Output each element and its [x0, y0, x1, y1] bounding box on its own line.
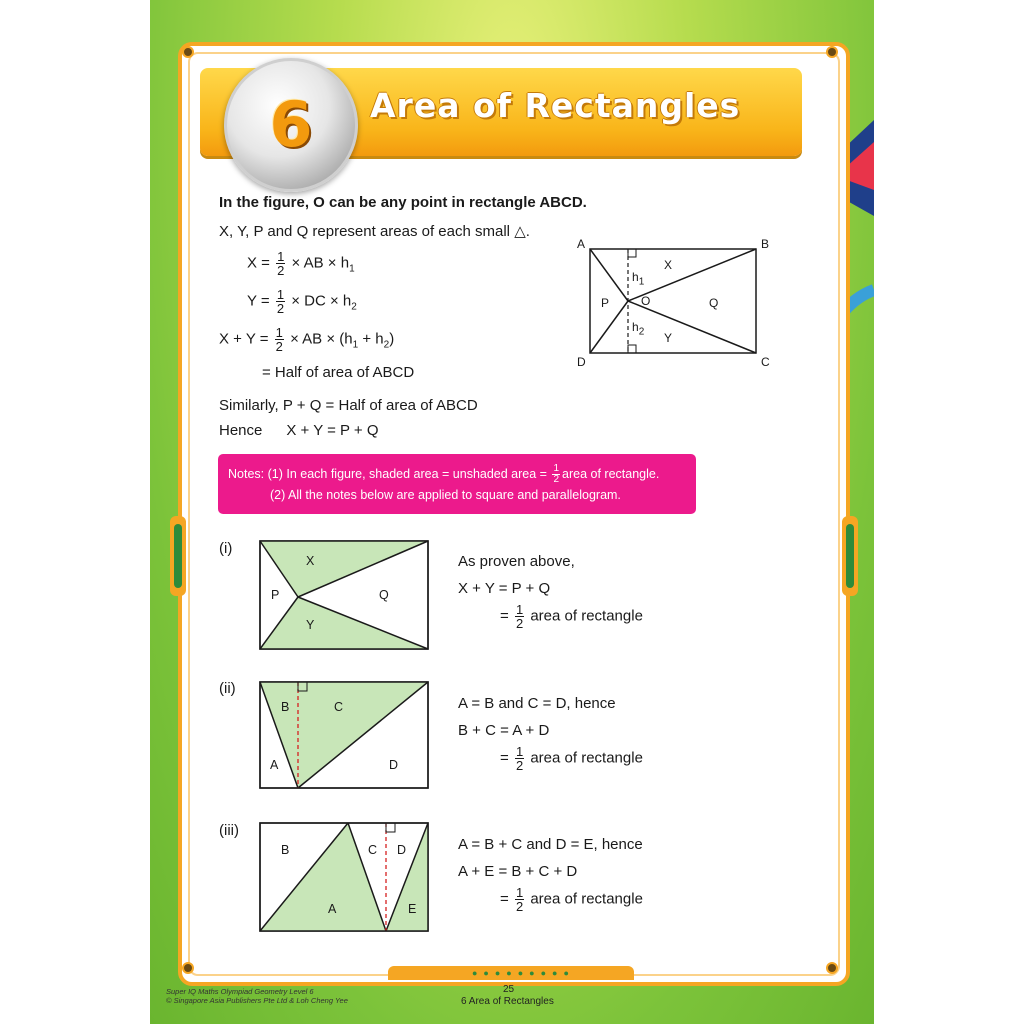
page-number: 25 — [503, 984, 515, 995]
region-x-label: X — [664, 258, 673, 272]
eq-x-rhs: × AB × h — [291, 254, 350, 272]
equation-y: Y = $\frac{1}{2}$ × DC × $h_2$ — [247, 287, 357, 316]
region-label: C — [368, 843, 378, 857]
region-label: A — [328, 902, 337, 916]
example-label: (iii) — [219, 822, 239, 839]
example-text-line-1: A = B and C = D, hence — [458, 695, 616, 712]
example-text-line-2: X + Y = P + Q — [458, 580, 551, 597]
example-text-line-3: = $\frac{1}{2}$ area of rectangle — [500, 602, 643, 631]
equation-x: X = $\frac{1}{2}$ × AB × $h_1$ — [247, 249, 355, 278]
eq-y-rhs: × DC × h — [291, 292, 352, 310]
footer-dots: ●●●●●●●●● — [472, 968, 575, 978]
region-label: P — [271, 588, 280, 602]
region-q-label: Q — [709, 296, 719, 310]
footer-chapter-ref: 6 Area of Rectangles — [461, 996, 554, 1007]
eq-y-lhs: Y = — [247, 292, 270, 310]
region-label: C — [334, 700, 344, 714]
corner-dot — [826, 962, 838, 974]
region-label: E — [408, 902, 417, 916]
region-label: Q — [379, 588, 389, 602]
vertex-a-label: A — [577, 237, 586, 251]
region-y-label: Y — [664, 331, 673, 345]
region-p-label: P — [601, 296, 610, 310]
fraction: $\frac{1}{2}$ — [553, 463, 560, 485]
example-text-line-2: B + C = A + D — [458, 722, 550, 739]
fraction: $\frac{1}{2}$ — [275, 325, 283, 354]
height-h2-label: $h_2$ — [632, 320, 645, 338]
corner-dot — [182, 46, 194, 58]
region-label: B — [281, 700, 290, 714]
corner-dot — [182, 962, 194, 974]
half-area-line: = Half of area of ABCD — [262, 364, 415, 381]
equation-xy: X + Y = $\frac{1}{2}$ × AB × $(h_1 + h_2)$ — [219, 325, 395, 354]
example-text-line-3: = $\frac{1}{2}$ area of rectangle — [500, 744, 643, 773]
region-label: X — [306, 554, 315, 568]
similarly-line: Similarly, P + Q = Half of area of ABCD — [219, 397, 478, 414]
fraction: $\frac{1}{2}$ — [515, 602, 524, 631]
example-iii-figure — [258, 821, 430, 933]
eq-xy-lhs: X + Y = — [219, 330, 269, 348]
eq-xy-rhs: × AB × (h — [290, 330, 353, 348]
vertex-b-label: B — [761, 237, 770, 251]
point-o-label: O — [641, 294, 651, 308]
triangle-symbol: △. — [514, 223, 530, 240]
region-label: D — [397, 843, 407, 857]
region-label: A — [270, 758, 279, 772]
fraction: $\frac{1}{2}$ — [277, 249, 285, 278]
region-label: Y — [306, 618, 315, 632]
corner-dot — [826, 46, 838, 58]
vertex-c-label: C — [761, 355, 770, 369]
intro-line-2-text: X, Y, P and Q represent areas of each small — [219, 223, 511, 240]
fraction: $\frac{1}{2}$ — [515, 744, 524, 773]
region-label: D — [389, 758, 399, 772]
notes-line-1: Notes: (1) In each figure, shaded area = unshaded area = $\frac{1}{2}$ area of rectangle. — [228, 463, 660, 485]
height-h1-label: $h_1$ — [632, 270, 645, 288]
example-text-line-1: As proven above, — [458, 553, 575, 570]
hence-line: Hence X + Y = P + Q — [219, 422, 379, 439]
fraction: $\frac{1}{2}$ — [276, 287, 285, 316]
notes-line-2: (2) All the notes below are applied to square and parallelogram. — [270, 488, 621, 502]
eq-x-lhs: X = — [247, 254, 270, 272]
fraction: $\frac{1}{2}$ — [515, 885, 524, 914]
example-label: (ii) — [219, 680, 236, 697]
chapter-badge — [224, 58, 358, 192]
example-label: (i) — [219, 540, 233, 557]
footer-book-title: Super IQ Maths Olympiad Geometry Level 6 — [166, 987, 314, 996]
frame-tab-right — [842, 516, 858, 596]
frame-tab-left — [170, 516, 186, 596]
footer-copyright: © Singapore Asia Publishers Pte Ltd & Loh Cheng Yee — [166, 996, 348, 1005]
chapter-title: Area of Rectangles — [370, 86, 741, 125]
notes-box — [218, 454, 696, 514]
example-text-line-2: A + E = B + C + D — [458, 863, 578, 880]
example-text-line-1: A = B + C and D = E, hence — [458, 836, 643, 853]
vertex-d-label: D — [577, 355, 586, 369]
example-ii-figure — [258, 680, 430, 792]
example-text-line-3: = $\frac{1}{2}$ area of rectangle — [500, 885, 643, 914]
intro-line-2 — [219, 222, 530, 240]
chapter-number: 6 — [269, 88, 313, 161]
intro-line-1: In the figure, O can be any point in rectangle ABCD. — [219, 194, 587, 211]
footer-credits — [166, 987, 348, 1005]
example-i-figure — [258, 539, 430, 651]
region-label: B — [281, 843, 290, 857]
